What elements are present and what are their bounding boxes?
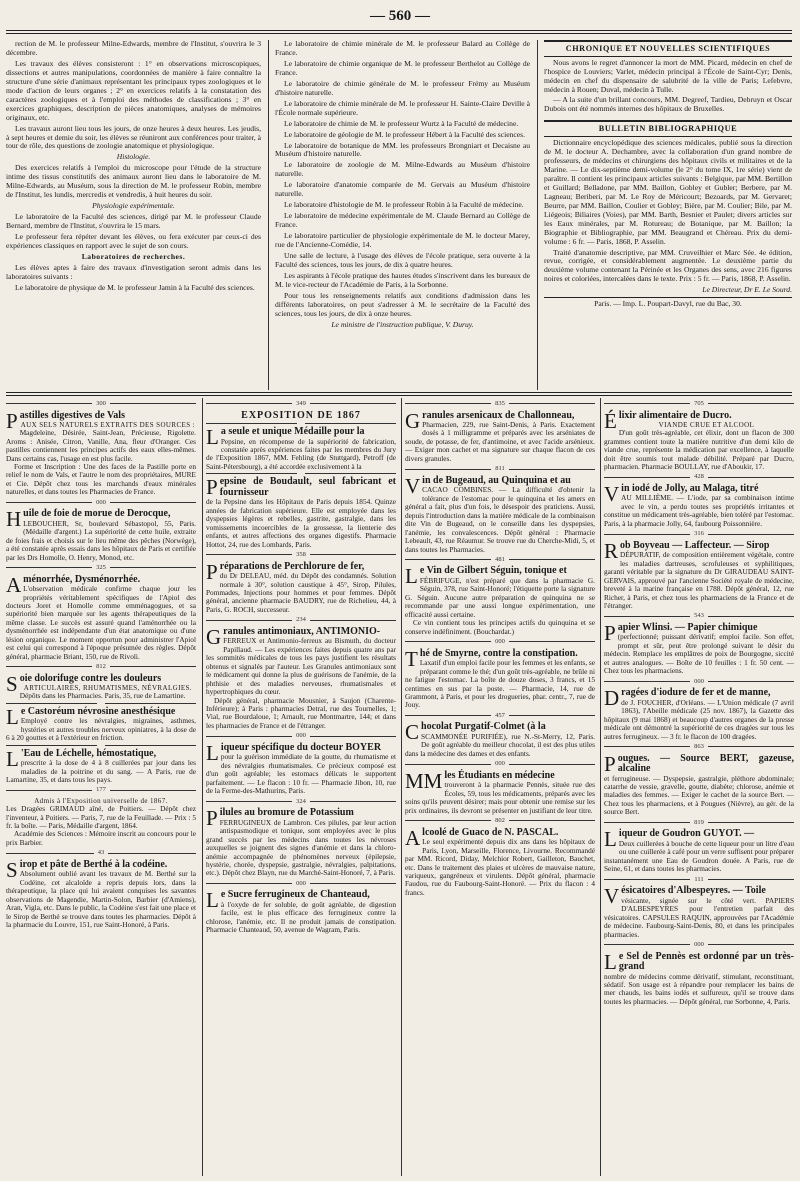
ad-number: 457 (495, 711, 505, 719)
ad-drop-cap: L (6, 746, 19, 771)
column-2 (275, 40, 530, 390)
ad-drop-cap: R (604, 538, 619, 563)
ad-separator (6, 745, 196, 746)
ad-column-3 (405, 398, 595, 1176)
ad-number: 812 (96, 663, 106, 671)
ad-separator (405, 556, 595, 564)
ad-drop-cap: L (206, 888, 219, 913)
ad-body: nombre de médecins comme dérivatif, stimulant, reconstituant, sédatif. Son usage est à répandre pour remplacer les bains de mer chauds, les bains iodés et sulfureux, qu'il se trouve dans toutes les pharmacies. — Dépôt général, rue Sorbonne, 4, Paris. (604, 971, 794, 1006)
ad-separator (604, 876, 794, 884)
paragraph: Des exercices relatifs à l'emploi du microscope pour l'étude de la structure intime des tissus constitutifs des animaux auront lieu dans le laboratoire de M. Milne-Edwards, au Muséum, sous la direction de M. le professeur Robin, membre de l'Institut, les lundis, mercredis et vendredis, à huit heures du soir. (6, 163, 261, 200)
ad-body: Magdeleine, Désirée, Saint-Jean, Précieuse, Rigolette. Aroms : Anisée, Citron, Vanille, Ana, fleur d'Oranger. Ces pastilles contiennent les principes actifs des eaux elles-mêmes. Dans certains cas, l'usage en est plus facile. (6, 428, 196, 463)
ad-column-4 (604, 398, 794, 1176)
ads-top-rule-double (6, 395, 792, 396)
ad-title (604, 751, 794, 776)
ad-drop-cap: S (6, 671, 18, 696)
advertisement (206, 551, 396, 614)
ad-number: 000 (495, 638, 505, 646)
ad-drop-cap: V (604, 481, 620, 506)
ad-number: 835 (495, 400, 505, 407)
ad-title-text: irop et pâte de Berthé à la codéine. (19, 858, 168, 870)
ad-title-text: ménorrhée, Dysménorrhée. (23, 573, 141, 585)
ad-title-text: e Sucre ferrugineux de Chanteaud, (220, 889, 370, 901)
paragraph: Les élèves aptes à faire des travaux d'investigation seront admis dans les laboratoires suivants : (6, 262, 261, 281)
ad-number: 111 (694, 875, 704, 883)
ad-separator (6, 499, 196, 507)
paragraph: Traité d'anatomie descriptive, par MM. Cruveilhier et Marc Sée. 4e édition, revue, corrigée, et considérablement augmentée. Le deuxième partie du deuxième volume contenant la Périnée et les Organes des sens, avec 216 figures noires et coloriées, intercalées dans le texte. Prix : 5 fr. — Paris, 1868, P. Asselin. (544, 247, 792, 284)
advertisement (6, 663, 196, 701)
column-divider (600, 398, 601, 1176)
ad-extra: Dépôt général, pharmacie Mousnier, à Saujon (Charente-Inférieure); à Paris : pharmacies Detral, rue des Tournelles, 1; Vial, rue Bourdaloue, 1; Arnault, rue Montmartre, 144; et dans les pharmacies de France et de l'étranger. (206, 695, 396, 730)
ad-separator (206, 400, 396, 408)
ad-title (206, 425, 396, 450)
ad-body: FERRUGINEUX de Lambron. Ces pilules, par leur action antispasmodique et tonique, sont employées avec le plus grand succès par les médecins dans toutes les névroses auxquelles se joignent des signes d'anémie et dans la chloro-anémie accompagnée de phénomènes nerveux (épilepsie, hystérie, chorée, dyspepsie, gastralgie, névralgies, palpitations, etc.). Dépôt chez Blayn, rue du Marché-Saint-Honoré, 7, à Paris. (206, 817, 396, 878)
ad-drop-cap: D (604, 686, 620, 711)
ad-number: 863 (694, 743, 704, 751)
ad-title-text: ob Boyveau — Laffecteur. — Sirop (620, 539, 770, 551)
column-divider (537, 40, 538, 390)
ad-number: 325 (96, 564, 106, 572)
ad-number: 300 (96, 400, 106, 407)
chronique-heading: CHRONIQUE ET NOUVELLES SCIENTIFIQUES (544, 40, 792, 57)
ad-number: 705 (694, 400, 704, 407)
ad-number: 000 (694, 677, 704, 685)
paragraph: — A la suite d'un brillant concours, MM. Degreef, Tardieu, Debruyn et Oscar Dubois ont été nommés internes des hôpitaux de Bruxelles. (544, 95, 792, 114)
ad-body: de la Pepsine dans les Hôpitaux de Paris depuis 1854. Quinze années de fabrication supérieure. Elle est employée dans les dyspepsies légères et rebelles, gastrite, gastralgie, dans les vomissements incoercibles de la grossesse, la lienterie des enfants, et autres affections des organes digestifs. Pharmacie Hottot, 24, rue des Lombards, Paris. (206, 497, 396, 549)
column-divider (202, 398, 203, 1176)
column-1 (6, 40, 261, 390)
ad-separator (206, 798, 396, 806)
header-rule (6, 30, 792, 31)
paragraph: Le laboratoire particulier de physiologie expérimentale de M. le docteur Marey, rue de l'Ancienne-Comédie, 14. (275, 231, 530, 250)
ad-title-text: apier Wlinsi. — Papier chimique (617, 621, 758, 633)
ad-title (206, 411, 396, 422)
section-heading-histologie: Histologie. (116, 152, 151, 162)
ads-top-rule (6, 392, 792, 393)
advertisement (604, 612, 794, 675)
ad-separator (206, 732, 396, 740)
ad-body: L'observation médicale confirme chaque jour les propriétés véritablement spécifiques de l'Apiol des docteurs Joret et Homolle comme emménagogues, et sa supériorité bien marquée sur les agents thérapeutiques de la même classe. Le succès est assuré quand l'aménorrhée ou la dysménorrhée est indépendante d'un état anatomique ou d'une lésion organique. Le moment opportun pour administrer l'Apiol est celui qui correspond à l'époque présumée des règles. Dépôt général, pharmacie Briant, 150, rue de Rivoli. (6, 584, 196, 661)
advertisement (405, 400, 595, 463)
advertisements-section (6, 398, 792, 1176)
ad-drop-cap: V (604, 884, 620, 909)
advertisement (604, 819, 794, 874)
ad-body: du Dr DELEAU, méd. du Dépôt des condamnés. Solution normale à 30°, solution caustique à 45°, Sirop, Pilules, Pommades, Injections pour hommes et pour femmes. Dépôt général, ancienne pharmacie BAUDRY, rue de Richelieu, 44, à Paris, G. ROCH, successeur. (206, 571, 396, 614)
ad-body: de J. FOUCHER, d'Orléans. — L'Union médicale (7 avril 1863), l'Abeille médicale (25 nov. 1867), la Gazette des hôpitaux (9 mai 1868) et beaucoup d'autres organes de la presse médicale ont démontré la supériorité de ces dragées sur tous les autres ferrugineux. — 3 fr. le flacon de 100 dragées. (604, 697, 794, 741)
advertisement (6, 564, 196, 661)
paragraph: Le laboratoire de zoologie de M. Milne-Edwards au Muséum d'histoire naturelle. (275, 160, 530, 179)
advertisement (604, 530, 794, 610)
paragraph: Nous avons le regret d'annoncer la mort de MM. Picard, médecin en chef de l'hospice de Louviers; Varlet, médecin principal à l'École de Saint-Cyr; Denis, médecin en chef du dispensaire de salubrité de la ville de Paris; Lefebvre, médecin à Rouen; Duval, médecin à Tulle. (544, 57, 792, 94)
ad-title (604, 949, 794, 974)
ad-title-text: e Castoréum névrosine anesthésique (20, 705, 176, 717)
advertisement (6, 499, 196, 562)
advertisement (206, 616, 396, 730)
advertisement (206, 732, 396, 795)
ad-title-text: lixir alimentaire de Ducro. (618, 409, 732, 421)
advertisement (405, 760, 595, 815)
ad-subtitle: Admis à l'Exposition universelle de 1867. (34, 797, 168, 806)
ad-body: Pharmacien, 229, rue Saint-Denis, à Paris. Exactement dosés à 1 milligramme et préparés avec les arséniates de soude, de potasse, de fer, d'antimoine, et avec l'acide arsénieux. — Exiger mon cachet et ma signature sur chaque flacon de ces divers granules. (405, 420, 595, 463)
ad-separator (405, 712, 595, 720)
advertisement (604, 473, 794, 528)
ad-extra: Ce vin contient tous les principes actifs du quinquina et se conserve indéfiniment. (Bouchardat.) (405, 618, 595, 636)
ad-body: trouveront à la pharmacie Pennès, située rue des Écoles, 59, tous les médicaments, préparés avec les soins qu'ils peuvent désirer; mais pour obtenir une remise sur les prix ordinaires, ils devront se présenter en justifiant de leur titre. (405, 780, 595, 815)
ad-title-text: in de Bugeaud, au Quinquina et au (422, 474, 571, 486)
ad-body: Employé contre les névralgies, migraines, asthmes, hystéries et autres troubles nerveux opiniatres, à la dose de 6 à 20 gouttes et à l'extérieur en friction. (6, 716, 196, 743)
ad-separator (604, 819, 794, 827)
paragraph: Le laboratoire d'anatomie comparée de M. Gervais au Muséum d'histoire naturelle. (275, 180, 530, 199)
ad-column-2 (206, 398, 396, 1176)
column-divider (401, 398, 402, 1176)
bulletin-heading: BULLETIN BIBLIOGRAPHIQUE (544, 120, 792, 137)
ad-title-text: EXPOSITION DE 1867 (241, 409, 361, 421)
paragraph: Les travaux des élèves consisteront : 1° en observations microscopiques, dissections et autres manipulations, coordonnées de manière à faire connaître la structure d'une série d'animaux représentant les principaux types zoologiques et le mode d'action de leurs organes ; 2° en exercices relatifs à la constatation des caractères zoologiques et à l'emploi des méthodes de classifications ; 3° en exercices graphiques, description de pièces anatomiques, analyses de mémoires originaux, etc. (6, 58, 261, 122)
ad-body: AU MILLIÈME. — L'iode, par sa combinaison intime avec le vin, a perdu toutes ses propriétés irritantes et constitue un médicament très-agréable, bien toléré par l'estomac. Paris, à la pharmacie Jolly, 64, faubourg Poissonnière. (604, 493, 794, 528)
paragraph: Le laboratoire d'histologie de M. le professeur Robin à la Faculté de médecine. (284, 200, 524, 210)
ad-drop-cap: L (604, 949, 617, 974)
ad-drop-cap: G (206, 624, 222, 649)
advertisement (206, 473, 396, 549)
ad-title (206, 477, 396, 498)
ad-drop-cap: V (405, 473, 421, 498)
editorial-section (6, 40, 792, 390)
imprint-line: Paris. — Imp. L. Poupart-Davyl, rue du Bac, 30. (544, 297, 792, 309)
ad-number: 358 (296, 551, 306, 559)
ad-drop-cap: P (604, 620, 616, 645)
advertisement (206, 400, 396, 421)
ad-body: FÉBRIFUGE, n'est préparé que dans la pharmacie G. Séguin, 378, rue Saint-Honoré; l'étiquette porte la signature G. Séguin. Aucune autre préparation de quinquina ne se recommande par une aussi longue expérimentation, une efficacité aussi certaine. (405, 575, 595, 619)
ad-separator (604, 612, 794, 620)
advertisement (405, 817, 595, 897)
ad-separator (206, 473, 396, 474)
ad-separator (405, 760, 595, 768)
paragraph: Le laboratoire de chimie minérale de M. le professeur H. Sainte-Claire Deville à l'École normale supérieure. (275, 98, 530, 117)
ad-drop-cap: P (604, 751, 616, 776)
advertisement (6, 786, 196, 847)
paragraph: Le laboratoire de physique de M. le professeur Jamin à la Faculté des sciences. (15, 282, 255, 292)
ad-body: vésicante, signée sur le côté vert. PAPIERS D'ALBESPEYRES pour l'entretien parfait des vésicatoires. CAPSULES RAQUIN, approuvées par l'Académie de médecine. Faubourg-Saint-Denis, 80, et dans les principales pharmacies. (604, 895, 794, 939)
ad-title-text: les Étudiants en médecine (444, 769, 555, 781)
ad-number: 543 (694, 612, 704, 620)
paragraph: Le laboratoire de chimie organique de M. le professeur Berthelot au Collège de France. (275, 58, 530, 77)
column-divider (268, 40, 269, 390)
ad-drop-cap: L (405, 564, 418, 589)
minister-signoff: Le ministre de l'instruction publique, V. Duruy. (331, 319, 474, 329)
ad-number: 000 (495, 760, 505, 768)
page-number: — 560 — (370, 8, 430, 24)
ad-title-text: hocolat Purgatif-Colmet (à la (421, 721, 546, 733)
ad-drop-cap: G (405, 408, 421, 433)
ad-separator (206, 880, 396, 888)
ad-number: 428 (694, 473, 704, 481)
ad-number: 000 (96, 498, 106, 506)
ad-separator (604, 400, 794, 408)
paragraph: Le laboratoire de chimie de M. le professeur Wurtz à la Faculté de médecine. (284, 118, 519, 128)
paragraph: Dictionnaire encyclopédique des sciences médicales, publié sous la direction de M. le docteur A. Dechambre, avec la collaboration d'un grand nombre de professeurs, de médecins et chirurgiens des hôpitaux civils et militaires et de la Marine. — Le dix-septième demi-volume (le 2° du tome IX, 1re série) vient de paraître. Il contient les principaux articles suivants : Belgique, par MM. Bertillon et Guillard; Belladone, par MM. Baillon, Gobley et Gubler; Berbere, par M. Lagneau; Beriberi, par M. Le Roy de Méricourt; Bezoards, par M. Gervaret; Beurre, par MM. Baillon, Coulier et Gobley; Bière, par M. Coulier; Bile, par M. Liégeois; Biliaires (Voies), par MM. Barth, Besnier et Paulet; divers articles sur les Eaux minérales, par M. Rotureau; de Botanique, par M. Baillon; la Biographie et Bibliographie, par MM. Beaugrand et Chéreau. Prix du demi-volume : 6 fr. — Paris, 1868, P. Asselin. (544, 138, 792, 246)
ad-body: (perfectionné; puissant dérivatif; emploi facile. Son effet, prompt et sûr, peut être prolongé suivant le désir du médecin. Remplace les emplâtres de poix de Bourgogne, siccité et autres analogues. — Boîte de 10 feuilles : 1 fr. 50 cent. — Chez tous les pharmaciens. (604, 632, 794, 676)
ad-subtitle: VIANDE CRUE ET ALCOOL (658, 421, 755, 430)
ad-title-text: hé de Smyrne, contre la constipation. (419, 647, 578, 659)
ad-separator (405, 817, 595, 825)
ad-body: SCAMMONÉE PURIFIÉE), rue N.-St-Merry, 12, Paris. De goût agréable du meilleur chocolat, il est des plus utiles dans la médecine des dames et des enfants. (405, 731, 595, 758)
column-3 (544, 40, 792, 390)
ad-subtitle: ARTICULAIRES, RHUMATISMES, NÉVRALGIES. (23, 684, 192, 693)
advertisement (604, 941, 794, 1006)
ad-title-text: epsine de Boudault, seul fabricant et fournisseur (219, 476, 396, 498)
ad-number: 234 (296, 616, 306, 624)
ad-body: Laxatif d'un emploi facile pour les femmes et les enfants, se préparant comme le thé; d'un goût très-agréable, ne brûle ni ne fatigue l'estomac. La boîte de douze doses, 3 francs, et 15 centimes en sus par la poste. — Pharmacie, 14, rue de Grammont, à Paris, et pour les drogueries, phar. centr., 7, rue de Jouy. (405, 658, 595, 710)
ad-extra: Académie des Sciences : Mémoire inscrit au concours pour le prix Barbier. (6, 829, 196, 847)
ad-drop-cap: L (206, 740, 219, 765)
ad-title-text: réparations de Perchlorure de fer, (219, 560, 365, 572)
ad-drop-cap: C (405, 720, 420, 745)
ad-title-text: iqueur spécifique du docteur BOYER (220, 741, 382, 753)
ad-drop-cap: A (6, 572, 22, 597)
paragraph: Le laboratoire de géologie de M. le professeur Hébert à la Faculté des sciences. (284, 129, 526, 139)
ad-number: 43 (97, 849, 105, 857)
header-rule-double (6, 33, 792, 34)
ad-drop-cap: P (206, 475, 218, 500)
paragraph: Le professeur fera répéter devant les élèves, ou fera exécuter par ceux-ci des expériences classiques en rapport avec le sujet de son cours. (6, 232, 261, 251)
paragraph: Pour tous les renseignements relatifs aux conditions d'admission dans les différents laboratoires, on peut s'adresser à M. le secrétaire de la Faculté des sciences, tous les jours, de dix à onze heures. (275, 290, 530, 318)
advertisement (405, 638, 595, 710)
paragraph: Les travaux auront lieu tous les jours, de onze heures à deux heures. Les jeudis, à sept heures et demie du soir, les élèves se réuniront aux conférences pour traiter, à tour de rôle, des questions de zoologie anatomique et physiologique. (6, 123, 261, 151)
ad-separator (604, 473, 794, 481)
ad-separator (405, 638, 595, 646)
paragraph: Le laboratoire de la Faculté des sciences, dirigé par M. le professeur Claude Bernard, membre de l'Institut, s'ouvrira le 15 mars. (6, 212, 261, 231)
ad-number: 177 (96, 786, 106, 794)
advertisement (405, 712, 595, 758)
director-line: Le Directeur, Dr E. Le Sourd. (702, 285, 792, 295)
ad-title-text: ougues. — Source BERT, gazeuse, alcaline (617, 752, 794, 775)
ad-drop-cap: T (405, 646, 418, 671)
ad-drop-cap: L (206, 425, 219, 450)
ad-number: 000 (694, 940, 704, 948)
ad-separator (604, 678, 794, 686)
advertisement (604, 743, 794, 817)
paragraph: Les aspirants à l'école pratique des hautes études s'inscrivent dans les bureaux de M. le vice-recteur de l'Académie de Paris, à la Sorbonne. (275, 270, 530, 289)
ad-drop-cap: A (405, 825, 421, 850)
ad-separator (206, 551, 396, 559)
advertisement (6, 849, 196, 929)
ad-extra: Forme et Inscription : Une des faces de la Pastille porte en relief le nom de Vals, et l'autre le nom des propriétaires, MURE et Cie. Dépôt chez tous les marchands d'eaux minérales naturelles, et dans toutes les Pharmacies de France. (6, 461, 196, 497)
ad-title-text: ilules au bromure de Potassium (219, 807, 354, 819)
ad-body: Deux cuillerées à bouche de cette liqueur pour un litre d'eau ou une cuillerée à café pour un verre suffisent pour préparer instantanément une Eau de Goudron douée. A Paris, rue de Seine, 61, et dans toutes les pharmacies. (604, 838, 794, 874)
ad-number: 000 (296, 732, 306, 740)
ad-body: Dépôts dans les Pharmacies. Paris, 35, rue de Lamartine. (19, 691, 186, 701)
ad-body: à l'oxyde de fer soluble, de goût agréable, de digestion facile, est le plus efficace des ferrugineux contre la chlorose, l'anémie, etc. Il ne produit jamais de constipation. Pharmacie Chanteaud, 50, avenue de Wagram, Paris. (206, 899, 396, 935)
ad-title-text: lcoolé de Guaco de N. PASCAL. (422, 826, 559, 838)
ad-body: Pepsine, en récompense de la supériorité de fabrication, constatée après expériences faites par les membres du Jury de l'Exposition 1867, MM. Fehling (de Stuttgard), Petroff (de Saint-Pétersbourg), a été accordée exclusivement à la (206, 436, 396, 471)
ad-subtitle: AUX SELS NATURELS EXTRAITS DES SOURCES : (20, 421, 195, 430)
ad-number: 819 (694, 818, 704, 826)
ad-body: LEBOUCHER, Sr, boulevard Sébastopol, 55, Paris. (Médaille d'argent.) La supériorité de cette huile, extraite de foies frais et choisis sur le lieu même des pêches (Norwège), a été constatée après essais dans les hôpitaux de Paris et certifiée par les Drs Homolle, O. Henry, Monod, etc. (6, 518, 196, 562)
paragraph: Le laboratoire de botanique de MM. les professeurs Brongniart et Decaisne au Muséum d'histoire naturelle. (275, 140, 530, 159)
ad-body: pour la guérison immédiate de la goutte, du rhumatisme et des névralgies rhumatismales. Ce précieux composé est d'un goût agréable; les estomacs délicats le supportent parfaitement. — Le flacon : 10 fr. — Pharmacie Jibon, 10, rue de la Ferme-des-Mathurins, Paris. (206, 752, 396, 796)
advertisement (6, 745, 196, 785)
ad-drop-cap: É (604, 408, 617, 433)
ad-separator (206, 423, 396, 424)
paragraph: rection de M. le professeur Milne-Edwards, membre de l'Institut, s'ouvrira le 3 décembre. (6, 40, 261, 57)
ad-number: 349 (296, 400, 306, 407)
ad-title-text: ranules arsenicaux de Challonneau, (422, 409, 575, 421)
ad-body: DÉPURATIF, de composition entièrement végétale, contre les maladies dartreuses, scrofuleuses et syphilitiques, garanti véritable par la signature du Dr GIRAUDEAU SAINT-GERVAIS, approuvé par l'ancienne Société royale de médecine, breveté à la marine française en 1788. Dépôt général, 12, rue Richer, à Paris, et chez tous les pharmaciens de la France et de l'étranger. (604, 550, 794, 610)
ad-body: Les Dragées GRIMAUD aîné, de Poitiers. — Dépôt chez l'inventeur, à Poitiers. — Paris, 7, rue de la Feuillade. — Prix : 5 fr. la boîte. — Paris, Médaille d'argent, 1864. (6, 804, 196, 831)
ad-title-text: 'Eau de Léchelle, hémostatique, (20, 747, 157, 759)
ad-body: prescrite à la dose de 4 à 8 cuillerées par jour dans les maladies de la poitrine et du sang. — A Paris, rue de Lamartine, 35, et dans tous les pays. (6, 758, 196, 785)
ad-title-text: oie dolorifuge contre les douleurs (19, 672, 162, 684)
ad-body: FERREUX et Antimonio-ferreux au Bismuth, du docteur Papillaud. — Les expériences faites depuis quatre ans par les sommités médicales de tous les pays justifient les résultats obtenus et signalés par l'auteur. Les Granules antimoniaux sont le médicament qui donne la plus de guérisons de l'anémie, de la phthisie et des maladies nerveuses, rhumatismales et hypertrophiques du cœur. (206, 636, 396, 697)
ad-body: et ferrugineuse. — Dyspepsie, gastralgie, pléthore abdominale; catarrhe de vessie, gravelle, goutte, diabète; chlorose, anémie et maladies des femmes. — Exiger le cachet de la source Bert. — Chez tous les pharmaciens, et à Pougues (Nièvre), au gér. de la source Bert. (604, 773, 794, 817)
ad-drop-cap: S (6, 857, 18, 882)
ad-separator (6, 400, 196, 408)
section-heading-recherches: Laboratoires de recherches. (81, 251, 186, 261)
ad-number: 802 (495, 817, 505, 825)
ad-drop-cap: H (6, 507, 22, 532)
ad-separator (6, 849, 196, 857)
ad-drop-cap: P (6, 408, 18, 433)
ad-number: 481 (495, 555, 505, 563)
advertisement (206, 423, 396, 471)
paragraph: Le laboratoire de médecine expérimentale de M. Claude Bernard au Collège de France. (275, 211, 530, 230)
ad-number: 811 (495, 465, 505, 473)
advertisement (6, 400, 196, 497)
section-heading-physiologie: Physiologie expérimentale. (92, 201, 175, 211)
ad-title-text: ranules antimoniaux, ANTIMONIO- (223, 625, 381, 637)
ad-title-text: ésicatoires d'Albespeyres. — Toile (621, 885, 766, 897)
advertisement (405, 556, 595, 636)
ad-title-text: iqueur de Goudron GUYOT. — (618, 828, 755, 840)
advertisement (604, 400, 794, 471)
ad-separator (6, 703, 196, 704)
paragraph: Le laboratoire de chimie minérale de M. le professeur Balard au Collège de France. (275, 40, 530, 57)
ad-title-text: ragées d'iodure de fer et de manne, (621, 687, 771, 699)
ad-separator (604, 941, 794, 949)
ad-drop-cap: L (604, 827, 617, 852)
ad-separator (206, 616, 396, 624)
advertisement (405, 465, 595, 554)
ad-title-text: uile de foie de morue de Derocque, (23, 508, 171, 520)
ad-drop-cap: MM (405, 768, 443, 793)
advertisement (604, 876, 794, 939)
advertisement (206, 880, 396, 935)
ad-separator (405, 400, 595, 408)
ad-separator (6, 564, 196, 572)
advertisement (206, 798, 396, 878)
ad-number: 000 (296, 879, 306, 887)
ad-title-text: a seule et unique Médaille pour la (220, 426, 365, 438)
ad-title-text: astilles digestives de Vals (19, 409, 125, 421)
ad-drop-cap: P (206, 806, 218, 831)
paragraph: Une salle de lecture, à l'usage des élèves de l'école pratique, sera ouverte à la Faculté des sciences, tous les jours, de dix à quatre heures. (275, 251, 530, 269)
paragraph: Le laboratoire de chimie générale de M. le professeur Frémy au Muséum d'histoire naturelle. (275, 78, 530, 97)
advertisement (6, 703, 196, 743)
ad-title-text: e Vin de Gilbert Séguin, tonique et (419, 565, 567, 577)
ad-number: 324 (296, 797, 306, 805)
ad-separator (6, 663, 196, 671)
ad-number: 316 (694, 530, 704, 538)
ad-separator (405, 465, 595, 473)
ad-separator (6, 786, 196, 794)
ad-title-text: e Sel de Pennès est ordonné par un très-grand (618, 950, 794, 973)
ad-separator (604, 743, 794, 751)
ad-drop-cap: L (6, 704, 19, 729)
ad-body: Le seul expérimenté depuis dix ans dans les hôpitaux de Paris, Lyon, Marseille, Florence, Livourne. Recommandé par MM. Ricord, Diday, Melchior Robert, Gailleton, Bauchet, etc. Dans le traitement des plaies et ulcères de mauvaise nature, variqueux, gangréneux et virulents. Dépôt général, pharmacie Faudou, rue du Faubourg-Saint-Honoré. — Prix du flacon : 4 francs. (405, 837, 595, 897)
ad-body: Absolument oublié avant les travaux de M. Berthé sur la Codéine, cet alcaloïde a repris depuis lors, dans la thérapeutique, la place qui lui avaient conquises les savantes observations de Magendie, Martin-Solon, Barbier (d'Amiens), Aran, Vigla, etc. Dans le public, la Codéine s'est fait une place et le Sirop de Berthé se trouve dans toutes les pharmacies. Dépôt à la pharmacie du Louvre, 151, rue Saint-Honoré, à Paris. (6, 869, 196, 930)
ad-column-1 (6, 398, 196, 1176)
advertisement (604, 678, 794, 741)
ad-body: D'un goût très-agréable, cet élixir, dont un flacon de 300 grammes contient toute la matière nutritive d'un demi kilo de viande crue, représente la médication par excellence, à laquelle doit être soumis tout malade débilité. Préparé par Ducro, pharmacien. Pharmacie BOULLAY, rue d'Aboukir, 17. (604, 428, 794, 471)
ad-body: CACAO COMBINES. — La difficulté d'obtenir la tolérance de l'estomac pour le quinquina et les amers en général a fait, plus d'un fois, le désespoir des praticiens. Aussi, depuis l'introduction dans la matière médicale de la combinaison dite Vin de Bugeaud, on le conseille dans les dyspepsies, l'anémie, les convalescences. Dépôt général : Pharmacie Lebeault, 43, rue Réaumur. Se trouve rue du Cherche-Midi, 5, et dans toutes les Pharmacies. (405, 485, 595, 554)
ad-separator (604, 530, 794, 538)
ad-title-text: in iodé de Jolly, au Malaga, titré (621, 482, 759, 494)
ad-drop-cap: P (206, 559, 218, 584)
